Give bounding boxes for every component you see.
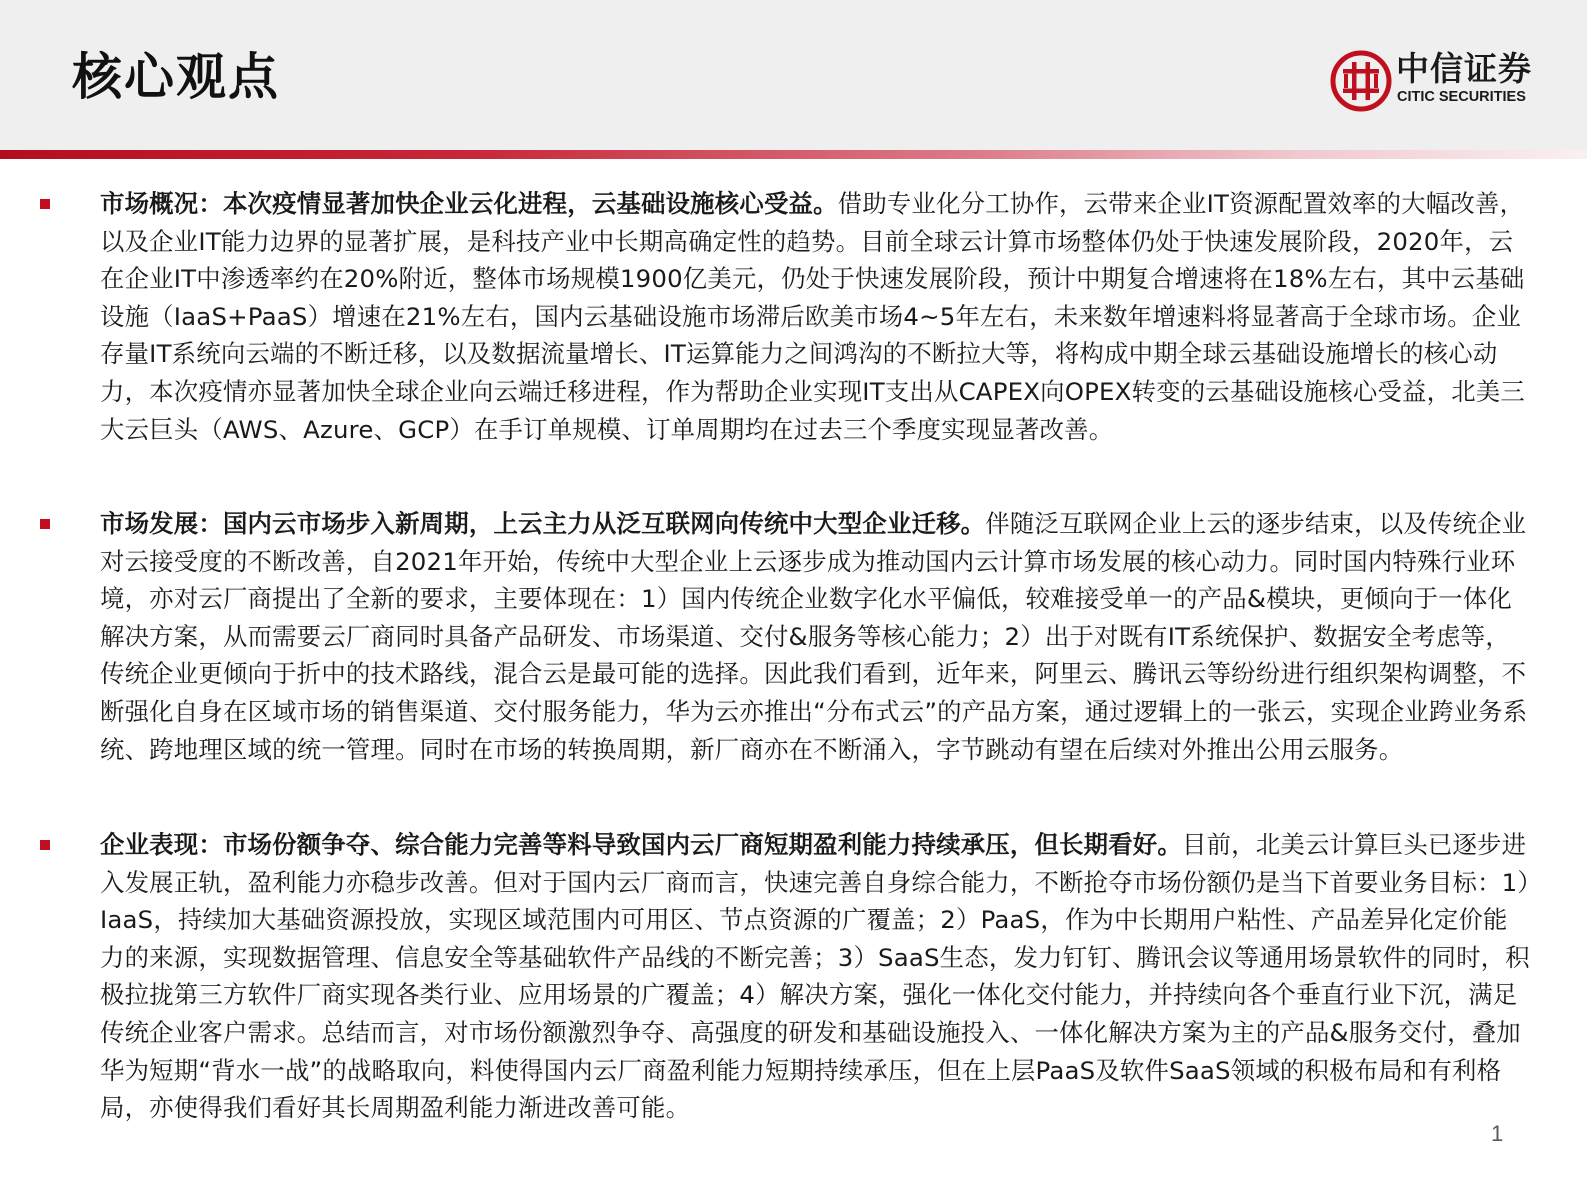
key-point-text: [100, 505, 1530, 768]
page-number: 1: [1491, 1121, 1504, 1146]
key-point-body: 目前，北美云计算巨头已逐步进入发展正轨，盈利能力亦稳步改善。但对于国内云厂商而言，快速完善自身综合能力，不断抢夺市场份额仍是当下首要业务目标：1）IaaS，持续加大基础资源投放，实现区域范围内可用区、节点资源的广覆盖；2）PaaS，作为中长期用户粘性、产品差异化定价能力的来源，实现数据管理、信息安全等基础软件产品线的不断完善；3）SaaS生态，发力钉钉、腾讯会议等通用场景软件的同时，积极拉拢第三方软件厂商实现各类行业、应用场景的广覆盖；4）解决方案，强化一体化交付能力，并持续向各个垂直行业下沉，满足传统企业客户需求。总结而言，对市场份额激烈争夺、高强度的研发和基础设施投入、一体化解决方案为主的产品&服务交付，叠加华为短期“背水一战”的战略取向，料使得国内云厂商盈利能力短期持续承压，但在上层PaaS及软件SaaS领域的积极布局和有利格局，亦使得我们看好其长周期盈利能力渐进改善可能。: [100, 830, 1530, 1123]
logo-name-cn: 中信证券: [1396, 49, 1532, 88]
slide-title: 核心观点: [72, 48, 280, 106]
logo-name-en: CITIC SECURITIES: [1397, 89, 1526, 105]
key-point-text: [100, 185, 1530, 448]
key-point-lead: 市场发展：国内云市场步入新周期，上云主力从泛互联网向传统中大型企业迁移。: [100, 509, 986, 538]
citic-emblem-icon: [1330, 50, 1392, 112]
key-point-body: 借助专业化分工协作，云带来企业IT资源配置效率的大幅改善，以及企业IT能力边界的显著扩展，是科技产业中长期高确定性的趋势。目前全球云计算市场整体仍处于快速发展阶段，2020年，云在企业IT中渗透率约在20%附近，整体市场规模1900亿美元，仍处于快速发展阶段，预计中期复合增速将在18%左右，其中云基础设施（IaaS+PaaS）增速在21%左右，国内云基础设施市场滞后欧美市场4~5年左右，未来数年增速料将显著高于全球市场。企业存量IT系统向云端的不断迁移，以及数据流量增长、IT运算能力之间鸿沟的不断拉大等，将构成中期全球云基础设施增长的核心动力，本次疫情亦显著加快全球企业向云端迁移进程，作为帮助企业实现IT支出从CAPEX向OPEX转变的云基础设施核心受益，北美三大云巨头（AWS、Azure、GCP）在手订单规模、订单周期均在过去三个季度实现显著改善。: [100, 189, 1525, 444]
citic-logo: [1330, 48, 1550, 114]
bullet-square-icon: [40, 840, 50, 850]
slide-header: [0, 0, 1587, 150]
key-point-lead: 市场概况：本次疫情显著加快企业云化进程，云基础设施核心受益。: [100, 189, 838, 218]
key-point-body: 伴随泛互联网企业上云的逐步结束，以及传统企业对云接受度的不断改善，自2021年开始，传统中大型企业上云逐步成为推动国内云计算市场发展的核心动力。同时国内特殊行业环境，亦对云厂商提出了全新的要求，主要体现在：1）国内传统企业数字化水平偏低，较难接受单一的产品&模块，更倾向于一体化解决方案，从而需要云厂商同时具备产品研发、市场渠道、交付&服务等核心能力；2）出于对既有IT系统保护、数据安全考虑等，传统企业更倾向于折中的技术路线，混合云是最可能的选择。因此我们看到，近年来，阿里云、腾讯云等纷纷进行组织架构调整，不断强化自身在区域市场的销售渠道、交付服务能力，华为云亦推出“分布式云”的产品方案，通过逻辑上的一张云，实现企业跨业务系统、跨地理区域的统一管理。同时在市场的转换周期，新厂商亦在不断涌入，字节跳动有望在后续对外推出公用云服务。: [100, 509, 1528, 764]
key-point-text: [100, 826, 1530, 1127]
header-divider: [0, 150, 1587, 159]
bullet-square-icon: [40, 519, 50, 529]
key-point-lead: 企业表现：市场份额争夺、综合能力完善等料导致国内云厂商短期盈利能力持续承压，但长期看好。: [100, 830, 1182, 859]
bullet-square-icon: [40, 199, 50, 209]
